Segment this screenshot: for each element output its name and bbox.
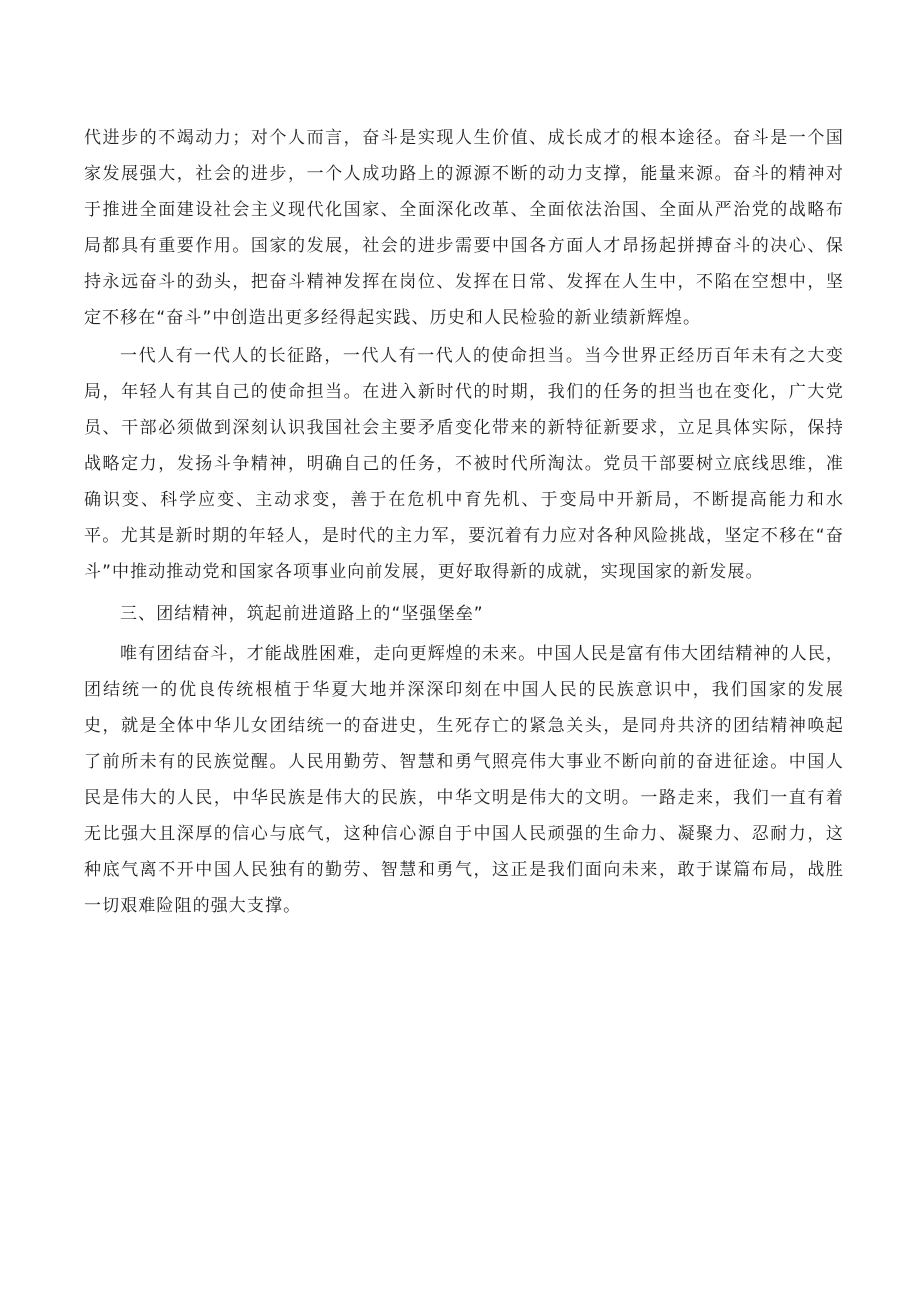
- section-heading-unity: 三、团结精神，筑起前进道路上的“坚强堡垒”: [120, 604, 484, 624]
- paragraph-continuation: 代进步的不竭动力；对个人而言，奋斗是实现人生价值、成长成才的根本途径。奋斗是一个国家发展强大，社会的进步，一个人成功路上的源源不断的动力支撑，能量来源。奋斗的精神对于推进全面建设社会主义现代化国家、全面深化改革、全面依法治国、全面从严治党的战略布局都具有重要作用。国家的发展，社会的进步需要中国各方面人才昂扬起拼搏奋斗的决心、保持永远奋斗的劲头，把奋斗精神发挥在岗位、发挥在日常、发挥在人生中，不陷在空想中，坚定不移在“奋斗”中创造出更多经得起实践、历史和人民检验的新业绩新辉煌。: [84, 128, 844, 328]
- document-body: [84, 120, 844, 924]
- paragraph-unity-struggle: 唯有团结奋斗，才能战胜困难，走向更辉煌的未来。中国人民是富有伟大团结精神的人民，团结统一的优良传统根植于华夏大地并深深印刻在中国人民的民族意识中，我们国家的发展史，就是全体中华儿女团结统一的奋进史，生死存亡的紧急关头，是同舟共济的团结精神唤起了前所未有的民族觉醒。人民用勤劳、智慧和勇气照亮伟大事业不断向前的奋进征途。中国人民是伟大的人民，中华民族是伟大的民族，中华文明是伟大的文明。一路走来，我们一直有着无比强大且深厚的信心与底气，这种信心源自于中国人民顽强的生命力、凝聚力、忍耐力，这种底气离不开中国人民独有的勤劳、智慧和勇气，这正是我们面向未来，敢于谋篇布局，战胜一切艰难险阻的强大支撑。: [84, 644, 844, 916]
- paragraph-generation-mission: 一代人有一代人的长征路，一代人有一代人的使命担当。当今世界正经历百年未有之大变局，年轻人有其自己的使命担当。在进入新时代的时期，我们的任务的担当也在变化，广大党员、干部必须做到深刻认识我国社会主要矛盾变化带来的新特征新要求，立足具体实际，保持战略定力，发扬斗争精神，明确自己的任务，不被时代所淘汰。党员干部要树立底线思维，准确识变、科学应变、主动求变，善于在危机中育先机、于变局中开新局，不断提高能力和水平。尤其是新时期的年轻人，是时代的主力军，要沉着有力应对各种风险挑战，坚定不移在“奋斗”中推动推动党和国家各项事业向前发展，更好取得新的成就，实现国家的新发展。: [84, 346, 844, 582]
